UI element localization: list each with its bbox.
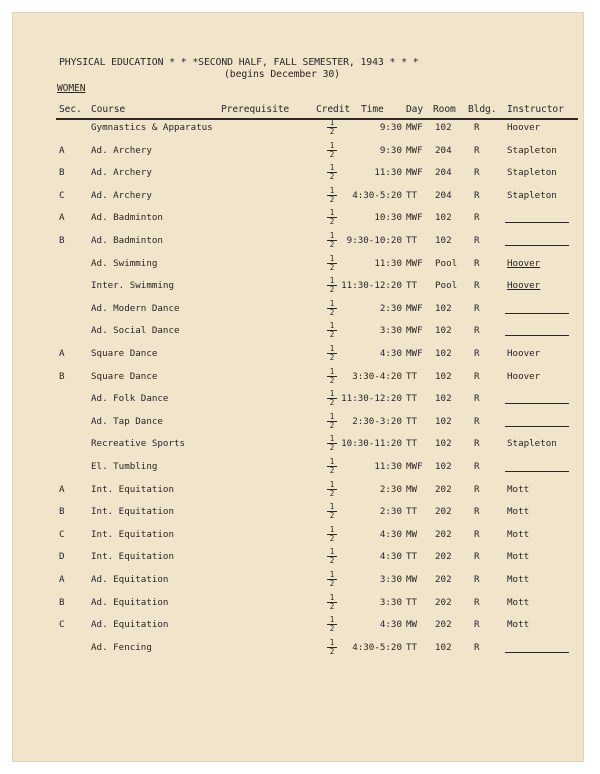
table-row [12, 231, 584, 251]
row-course: Int. Equitation [91, 528, 174, 540]
row-building: R [474, 348, 480, 359]
credit-denominator: 2 [329, 624, 335, 634]
row-course: Ad. Badminton [91, 212, 163, 224]
row-day: TT [406, 370, 418, 382]
row-course: Ad. Equitation [91, 596, 169, 608]
row-course: Int. Equitation [91, 551, 174, 563]
row-building: R [474, 189, 480, 201]
credit-denominator: 2 [329, 330, 335, 340]
row-time: 2:30 [379, 483, 402, 495]
table-row [12, 547, 584, 567]
row-credit [327, 209, 337, 226]
row-building: R [474, 302, 480, 314]
row-room: 102 [435, 370, 452, 382]
table-row [12, 479, 584, 500]
credit-numerator: 1 [327, 435, 337, 444]
section-label: WOMEN [57, 83, 86, 94]
row-section: A [59, 574, 65, 585]
row-credit [327, 548, 337, 565]
row-room: 102 [435, 461, 452, 472]
row-credit [327, 594, 337, 611]
row-building: R [474, 551, 480, 563]
row-section: A [59, 212, 65, 224]
row-time: 4:30 [379, 348, 402, 359]
row-section: A [59, 144, 65, 156]
row-day: MWF [406, 167, 423, 179]
credit-denominator: 2 [329, 488, 335, 498]
instructor-blank-line [505, 335, 569, 336]
credit-denominator: 2 [329, 398, 335, 408]
instructor-blank-line [505, 403, 569, 404]
row-room: 202 [435, 506, 452, 518]
row-time: 4:30 [379, 528, 402, 540]
col-header-sec: Sec. [59, 104, 82, 115]
row-credit [327, 300, 337, 317]
row-time: 4:30 [379, 551, 402, 563]
row-course: Ad. Fencing [91, 641, 152, 653]
row-time: 9:30 [379, 122, 402, 133]
row-building: R [474, 393, 480, 405]
col-header-day: Day [406, 104, 424, 115]
row-instructor: Hoover [507, 257, 541, 269]
row-building: R [474, 506, 480, 518]
row-instructor: Stapleton [507, 189, 557, 201]
row-course: Ad. Tap Dance [91, 415, 163, 427]
col-header-credit: Credit [316, 104, 351, 115]
row-room: Pool [435, 257, 458, 269]
row-building: R [474, 257, 480, 269]
credit-denominator: 2 [329, 466, 335, 475]
row-room: 202 [435, 483, 452, 495]
row-instructor: Mott [507, 619, 530, 631]
credit-denominator: 2 [329, 262, 335, 272]
instructor-blank-line [505, 426, 569, 427]
row-time: 9:30-10:20 [346, 235, 402, 246]
row-building: R [474, 574, 480, 585]
row-day: TT [406, 438, 418, 450]
credit-denominator: 2 [329, 172, 335, 182]
row-instructor: Mott [507, 483, 530, 495]
row-course: Recreative Sports [91, 438, 186, 450]
row-credit [327, 368, 337, 385]
row-building: R [474, 144, 480, 156]
row-building: R [474, 528, 480, 540]
row-course: Ad. Modern Dance [91, 302, 180, 314]
credit-numerator: 1 [327, 209, 337, 218]
row-room: 102 [435, 348, 452, 359]
table-row [12, 615, 584, 635]
row-room: 102 [435, 438, 452, 450]
row-credit [327, 616, 337, 633]
table-row [12, 434, 584, 454]
credit-numerator: 1 [327, 277, 337, 286]
row-instructor: Mott [507, 506, 530, 518]
row-course: Gymnastics & Apparatus [91, 122, 213, 133]
row-course: Int. Equitation [91, 483, 174, 495]
credit-numerator: 1 [327, 187, 337, 196]
credit-numerator: 1 [327, 390, 337, 399]
table-row [12, 637, 584, 658]
row-time: 11:30 [374, 167, 402, 179]
instructor-blank-line [505, 313, 569, 314]
row-time: 9:30 [379, 144, 402, 156]
row-time: 3:30 [379, 574, 402, 585]
credit-denominator: 2 [329, 533, 335, 543]
row-time: 11:30 [374, 461, 402, 472]
row-section: B [59, 596, 65, 608]
col-header-bldg: Bldg. [468, 104, 497, 115]
row-instructor: Stapleton [507, 167, 557, 179]
row-course: Ad. Equitation [91, 574, 169, 585]
col-header-instructor: Instructor [507, 104, 564, 115]
row-building: R [474, 212, 480, 224]
table-row [12, 185, 584, 206]
credit-numerator: 1 [327, 119, 337, 128]
row-building: R [474, 235, 480, 246]
page-subtitle: (begins December 30) [224, 69, 340, 80]
row-day: TT [406, 641, 418, 653]
credit-numerator: 1 [327, 458, 337, 467]
table-row [12, 366, 584, 387]
row-day: MWF [406, 325, 423, 337]
row-day: TT [406, 551, 418, 563]
row-time: 4:30 [379, 619, 402, 631]
row-section: B [59, 370, 65, 382]
credit-denominator: 2 [329, 443, 335, 453]
row-credit [327, 526, 337, 543]
row-day: MWF [406, 461, 423, 472]
row-room: 102 [435, 415, 452, 427]
col-header-prerequisite: Prerequisite [221, 104, 290, 115]
row-credit [327, 503, 337, 520]
row-day: TT [406, 596, 418, 608]
row-instructor: Hoover [507, 348, 541, 359]
row-room: 102 [435, 641, 452, 653]
row-building: R [474, 483, 480, 495]
row-room: Pool [435, 280, 458, 292]
table-row [12, 344, 584, 364]
row-day: MWF [406, 144, 423, 156]
row-room: 102 [435, 325, 452, 337]
row-instructor: Mott [507, 574, 530, 585]
row-building: R [474, 167, 480, 179]
credit-numerator: 1 [327, 164, 337, 173]
credit-numerator: 1 [327, 526, 337, 535]
table-row [12, 140, 584, 161]
row-section: B [59, 235, 65, 246]
row-room: 204 [435, 189, 452, 201]
row-building: R [474, 280, 480, 292]
table-row [12, 457, 584, 477]
row-credit [327, 164, 337, 181]
row-section: C [59, 189, 65, 201]
row-room: 202 [435, 551, 452, 563]
row-instructor: Stapleton [507, 438, 557, 450]
row-day: TT [406, 506, 418, 518]
row-course: Square Dance [91, 370, 158, 382]
row-credit [327, 639, 337, 656]
row-building: R [474, 461, 480, 472]
credit-numerator: 1 [327, 300, 337, 309]
row-section: C [59, 619, 65, 631]
row-day: MW [406, 574, 418, 585]
row-day: MW [406, 528, 418, 540]
row-time: 10:30-11:20 [341, 438, 402, 450]
row-credit [327, 187, 337, 204]
table-row [12, 298, 584, 319]
credit-numerator: 1 [327, 594, 337, 603]
row-day: TT [406, 393, 418, 405]
credit-numerator: 1 [327, 255, 337, 264]
table-row [12, 411, 584, 432]
row-course: Int. Equitation [91, 506, 174, 518]
row-instructor: Hoover [507, 122, 541, 133]
row-building: R [474, 415, 480, 427]
instructor-blank-line [505, 652, 569, 653]
row-day: MWF [406, 302, 423, 314]
credit-denominator: 2 [329, 601, 335, 611]
row-credit [327, 435, 337, 452]
credit-numerator: 1 [327, 481, 337, 490]
row-section: C [59, 528, 65, 540]
credit-numerator: 1 [327, 322, 337, 331]
row-room: 204 [435, 144, 452, 156]
row-course: Ad. Archery [91, 189, 152, 201]
credit-numerator: 1 [327, 571, 337, 580]
header-rule [56, 118, 578, 120]
row-instructor: Mott [507, 596, 530, 608]
credit-denominator: 2 [329, 194, 335, 204]
row-building: R [474, 325, 480, 337]
row-time: 2:30 [379, 302, 402, 314]
credit-denominator: 2 [329, 240, 335, 249]
row-instructor: Hoover [507, 370, 541, 382]
row-room: 102 [435, 302, 452, 314]
row-room: 102 [435, 122, 452, 133]
col-header-time: Time [361, 104, 384, 115]
credit-numerator: 1 [327, 616, 337, 625]
row-building: R [474, 619, 480, 631]
row-time: 4:30-5:20 [352, 641, 402, 653]
row-credit [327, 142, 337, 159]
row-time: 3:30 [379, 325, 402, 337]
table-row [12, 570, 584, 590]
credit-numerator: 1 [327, 232, 337, 241]
row-building: R [474, 641, 480, 653]
credit-denominator: 2 [329, 127, 335, 136]
credit-denominator: 2 [329, 556, 335, 566]
row-course: Ad. Archery [91, 144, 152, 156]
credit-numerator: 1 [327, 548, 337, 557]
credit-denominator: 2 [329, 646, 335, 656]
row-time: 4:30-5:20 [352, 189, 402, 201]
row-time: 2:30 [379, 506, 402, 518]
row-room: 204 [435, 167, 452, 179]
row-day: MWF [406, 122, 423, 133]
row-credit [327, 458, 337, 475]
table-row [12, 389, 584, 409]
col-header-course: Course [91, 104, 126, 115]
row-room: 202 [435, 596, 452, 608]
credit-numerator: 1 [327, 639, 337, 648]
row-day: TT [406, 415, 418, 427]
row-course: El. Tumbling [91, 461, 158, 472]
row-course: Inter. Swimming [91, 280, 174, 292]
row-time: 3:30-4:20 [352, 370, 402, 382]
credit-denominator: 2 [329, 420, 335, 430]
row-instructor: Stapleton [507, 144, 557, 156]
row-credit [327, 571, 337, 588]
row-room: 102 [435, 393, 452, 405]
row-room: 202 [435, 619, 452, 631]
credit-denominator: 2 [329, 217, 335, 227]
credit-denominator: 2 [329, 375, 335, 385]
row-credit [327, 413, 337, 430]
row-credit [327, 119, 337, 136]
row-course: Ad. Folk Dance [91, 393, 169, 405]
row-course: Ad. Badminton [91, 235, 163, 246]
table-row [12, 118, 584, 138]
row-course: Ad. Archery [91, 167, 152, 179]
row-time: 3:30 [379, 596, 402, 608]
credit-numerator: 1 [327, 368, 337, 377]
table-row [12, 592, 584, 613]
row-course: Ad. Social Dance [91, 325, 180, 337]
row-building: R [474, 596, 480, 608]
row-credit [327, 255, 337, 272]
row-day: MWF [406, 257, 423, 269]
row-section: B [59, 506, 65, 518]
row-day: TT [406, 235, 418, 246]
row-day: MW [406, 619, 418, 631]
row-instructor: Mott [507, 528, 530, 540]
row-time: 11:30-12:20 [341, 393, 402, 405]
instructor-blank-line [505, 471, 569, 472]
row-room: 202 [435, 528, 452, 540]
table-row [12, 502, 584, 522]
row-course: Square Dance [91, 348, 158, 359]
credit-numerator: 1 [327, 345, 337, 354]
row-section: A [59, 483, 65, 495]
credit-denominator: 2 [329, 149, 335, 159]
row-instructor: Hoover [507, 280, 541, 292]
credit-numerator: 1 [327, 503, 337, 512]
row-credit [327, 481, 337, 498]
table-row [12, 163, 584, 183]
table-row [12, 524, 584, 545]
row-day: MW [406, 483, 418, 495]
row-time: 11:30 [374, 257, 402, 269]
credit-denominator: 2 [329, 285, 335, 295]
typed-page [12, 12, 584, 762]
credit-denominator: 2 [329, 353, 335, 362]
row-credit [327, 277, 337, 294]
table-row [12, 321, 584, 341]
row-credit [327, 232, 337, 249]
table-row [12, 276, 584, 296]
table-row [12, 208, 584, 228]
row-building: R [474, 122, 480, 133]
row-room: 102 [435, 212, 452, 224]
col-header-room: Room [433, 104, 456, 115]
row-day: MWF [406, 348, 423, 359]
table-row [12, 253, 584, 274]
row-day: MWF [406, 212, 423, 224]
row-room: 102 [435, 235, 452, 246]
instructor-blank-line [505, 245, 569, 246]
credit-denominator: 2 [329, 511, 335, 521]
instructor-blank-line [505, 222, 569, 223]
row-time: 11:30-12:20 [341, 280, 402, 292]
row-course: Ad. Equitation [91, 619, 169, 631]
row-building: R [474, 438, 480, 450]
row-instructor: Mott [507, 551, 530, 563]
row-day: TT [406, 280, 418, 292]
row-room: 202 [435, 574, 452, 585]
row-section: D [59, 551, 65, 563]
row-time: 10:30 [374, 212, 402, 224]
row-section: A [59, 348, 65, 359]
row-section: B [59, 167, 65, 179]
row-course: Ad. Swimming [91, 257, 158, 269]
row-day: TT [406, 189, 418, 201]
credit-denominator: 2 [329, 579, 335, 588]
row-credit [327, 322, 337, 339]
row-credit [327, 390, 337, 407]
credit-numerator: 1 [327, 413, 337, 422]
credit-denominator: 2 [329, 307, 335, 317]
row-credit [327, 345, 337, 362]
page-title: PHYSICAL EDUCATION * * *SECOND HALF, FALL SEMESTER, 1943 * * * [59, 57, 419, 68]
row-building: R [474, 370, 480, 382]
row-time: 2:30-3:20 [352, 415, 402, 427]
credit-numerator: 1 [327, 142, 337, 151]
